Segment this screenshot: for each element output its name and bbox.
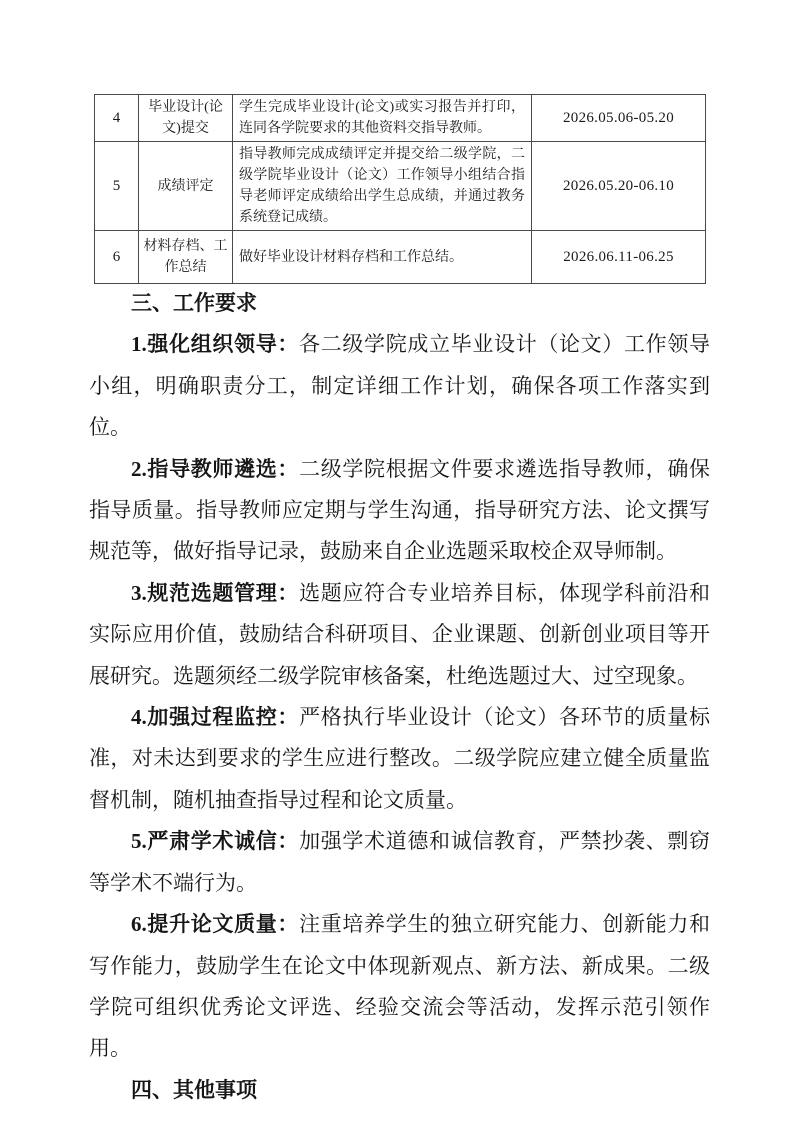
item-text: 加强学术道德和诚信教育，严禁抄袭、剽窃等学术不端行为。 bbox=[89, 829, 711, 895]
date-range-cell: 2026.06.11-06.25 bbox=[532, 231, 706, 284]
table-row bbox=[95, 95, 706, 142]
item-lead: 4.加强过程监控： bbox=[131, 705, 300, 730]
item-lead: 3.规范选题管理： bbox=[131, 580, 300, 605]
task-desc-cell: 指导教师完成成绩评定并提交给二级学院，二级学院毕业设计（论文）工作领导小组结合指导老师评定成绩给出学生总成绩，并通过教务系统登记成绩。 bbox=[233, 142, 532, 231]
row-number-cell: 4 bbox=[95, 95, 139, 142]
item-lead: 6.提升论文质量： bbox=[131, 912, 300, 937]
requirement-item-3 bbox=[89, 573, 710, 697]
schedule-table bbox=[94, 94, 706, 284]
row-number-cell: 6 bbox=[95, 231, 139, 284]
task-desc-cell: 做好毕业设计材料存档和工作总结。 bbox=[233, 231, 532, 284]
task-name-cell: 材料存档、工作总结 bbox=[139, 231, 233, 284]
date-range-cell: 2026.05.20-06.10 bbox=[532, 142, 706, 231]
table-row bbox=[95, 231, 706, 284]
requirement-item-2 bbox=[89, 449, 710, 573]
item-text: 各二级学院成立毕业设计（论文）工作领导小组，明确职责分工，制定详细工作计划，确保各项工作落实到位。 bbox=[89, 332, 711, 440]
requirement-item-1 bbox=[89, 324, 710, 448]
table-row bbox=[95, 142, 706, 231]
item-text: 严格执行毕业设计（论文）各环节的质量标准，对未达到要求的学生应进行整改。二级学院应建立健全质量监督机制，随机抽查指导过程和论文质量。 bbox=[89, 705, 711, 812]
item-lead: 5.严肃学术诚信： bbox=[131, 829, 300, 854]
requirement-item-5 bbox=[89, 821, 710, 904]
task-desc-cell: 学生完成毕业设计(论文)或实习报告并打印，连同各学院要求的其他资料交指导教师。 bbox=[233, 95, 532, 142]
item-text: 二级学院根据文件要求遴选指导教师，确保指导质量。指导教师应定期与学生沟通，指导研究方法、论文撰写规范等，做好指导记录，鼓励来自企业选题采取校企双导师制。 bbox=[89, 456, 711, 564]
item-lead: 2.指导教师遴选： bbox=[131, 456, 300, 481]
section-heading-work-requirements: 三、工作要求 bbox=[131, 291, 257, 315]
section-heading-other-matters: 四、其他事项 bbox=[131, 1077, 257, 1102]
date-range-cell: 2026.05.06-05.20 bbox=[532, 95, 706, 142]
requirement-item-6 bbox=[89, 904, 710, 1070]
task-name-cell: 成绩评定 bbox=[139, 142, 233, 231]
item-text: 选题应符合专业培养目标，体现学科前沿和实际应用价值，鼓励结合科研项目、企业课题、创新创业项目等开展研究。选题须经二级学院审核备案，杜绝选题过大、过空现象。 bbox=[89, 580, 711, 688]
document-body bbox=[89, 283, 710, 1111]
row-number-cell: 5 bbox=[95, 142, 139, 231]
requirement-item-4 bbox=[89, 697, 710, 821]
item-lead: 1.强化组织领导： bbox=[131, 332, 300, 357]
task-name-cell: 毕业设计(论文)提交 bbox=[139, 95, 233, 142]
item-text: 注重培养学生的独立研究能力、创新能力和写作能力，鼓励学生在论文中体现新观点、新方法、新成果。二级学院可组织优秀论文评选、经验交流会等活动，发挥示范引领作用。 bbox=[89, 912, 711, 1061]
